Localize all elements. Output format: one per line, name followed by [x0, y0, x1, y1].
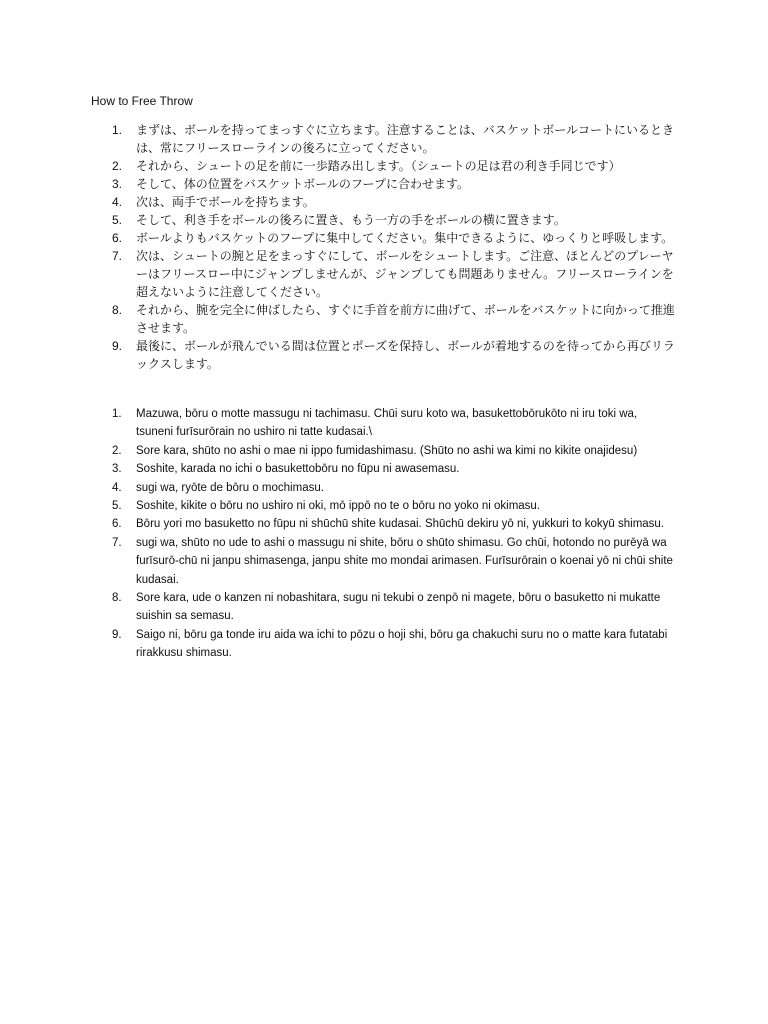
list-item-text: Bōru yori mo basuketto no fūpu ni shūchū shite kudasai. Shūchū dekiru yō ni, yukkuri to kokyū shimasu.	[136, 518, 665, 531]
list-item	[91, 626, 676, 663]
list-item-number: 9.	[112, 628, 122, 641]
list-item-number: 8.	[112, 303, 123, 317]
list-item-text: 次は、両手でボールを持ちます。	[136, 195, 315, 209]
list-item-text: Soshite, kikite o bōru no ushiro ni oki, mō ippō no te o bōru no yoko ni okimasu.	[136, 500, 541, 513]
list-item-number: 4.	[112, 481, 122, 494]
list-item-number: 1.	[112, 408, 122, 420]
list-item	[91, 442, 676, 460]
list-item	[91, 157, 676, 175]
list-item-text: 最後に、ボールが飛んでいる間は位置とポーズを保持し、ボールが着地するのを待ってから再びリラックスします。	[136, 339, 675, 371]
list-item	[91, 497, 676, 515]
list-item-number: 3.	[112, 463, 122, 476]
list-item-text: sugi wa, ryōte de bōru o mochimasu.	[136, 481, 324, 494]
list-item	[91, 515, 676, 533]
list-item-number: 9.	[112, 339, 123, 353]
list-item-text: 次は、シュートの腕と足をまっすぐにして、ボールをシュートします。ご注意、ほとんどのプレーヤーはフリースロー中にジャンプしませんが、ジャンプしても問題ありません。フリースローラインを超えないように注意してください。	[136, 249, 674, 299]
list-item	[91, 479, 676, 497]
list-item-number: 5.	[112, 213, 123, 227]
list-item	[91, 460, 676, 478]
list-item-number: 7.	[112, 536, 122, 549]
list-item-text: Soshite, karada no ichi o basukettobōru no fūpu ni awasemasu.	[136, 463, 460, 476]
list-item-text: sugi wa, shūto no ude to ashi o massugu ni shite, bōru o shūto shimasu. Go chūi, hotondo no purēyā wa furīsurō-chū ni janpu shimasenga, janpu shite mo mondai arimasen. Furīsurōrain o koenai yō ni chūi shite kudasai.	[136, 536, 673, 586]
japanese-steps-list	[91, 121, 676, 373]
list-item	[91, 193, 676, 211]
list-item	[91, 175, 676, 193]
list-item-text: それから、シュートの足を前に一歩踏み出します。（シュートの足は君の利き手同じです）	[136, 159, 621, 173]
list-item-number: 3.	[112, 177, 123, 191]
list-item-text: そして、利き手をボールの後ろに置き、もう一方の手をボールの横に置きます。	[136, 213, 566, 227]
list-item	[91, 229, 676, 247]
list-item-text: そして、体の位置をバスケットボールのフープに合わせます。	[136, 177, 470, 191]
list-item-number: 4.	[112, 195, 123, 209]
list-item-number: 7.	[112, 249, 123, 263]
list-item	[91, 405, 676, 442]
list-item	[91, 121, 676, 157]
list-item-text: ボールよりもバスケットのフープに集中してください。集中できるように、ゆっくりと呼吸します。	[136, 231, 674, 245]
document-title: How to Free Throw	[91, 94, 193, 108]
list-item-number: 2.	[112, 444, 122, 457]
romaji-steps-list	[91, 405, 676, 663]
list-item	[91, 337, 676, 373]
list-item-text: Mazuwa, bōru o motte massugu ni tachimasu. Chūi suru koto wa, basukettobōrukōto ni iru toki wa, tsuneni furīsurōrain no ushiro ni tatte kudasai.\	[136, 408, 638, 439]
list-item	[91, 589, 676, 626]
list-item	[91, 211, 676, 229]
list-item-text: それから、腕を完全に伸ばしたら、すぐに手首を前方に曲げて、ボールをバスケットに向かって推進させます。	[136, 303, 675, 335]
list-item-text: まずは、ボールを持ってまっすぐに立ちます。注意することは、バスケットボールコートにいるときは、常にフリースローラインの後ろに立ってください。	[136, 123, 674, 155]
list-item-number: 6.	[112, 518, 122, 531]
list-item-number: 1.	[112, 123, 123, 137]
list-item	[91, 534, 676, 589]
list-item-text: Saigo ni, bōru ga tonde iru aida wa ichi to pōzu o hoji shi, bōru ga chakuchi suru no o matte kara futatabi rirakkusu shimasu.	[136, 628, 668, 660]
list-item-number: 2.	[112, 159, 123, 173]
list-item-number: 8.	[112, 592, 122, 605]
list-item-text: Sore kara, shūto no ashi o mae ni ippo fumidashimasu. (Shūto no ashi wa kimi no kikite onajidesu)	[136, 444, 638, 457]
list-item	[91, 301, 676, 337]
list-item	[91, 247, 676, 301]
list-item-number: 6.	[112, 231, 123, 245]
list-item-number: 5.	[112, 500, 122, 513]
list-item-text: Sore kara, ude o kanzen ni nobashitara, sugu ni tekubi o zenpō ni magete, bōru o basuketto ni mukatte suishin sa semasu.	[136, 592, 661, 623]
